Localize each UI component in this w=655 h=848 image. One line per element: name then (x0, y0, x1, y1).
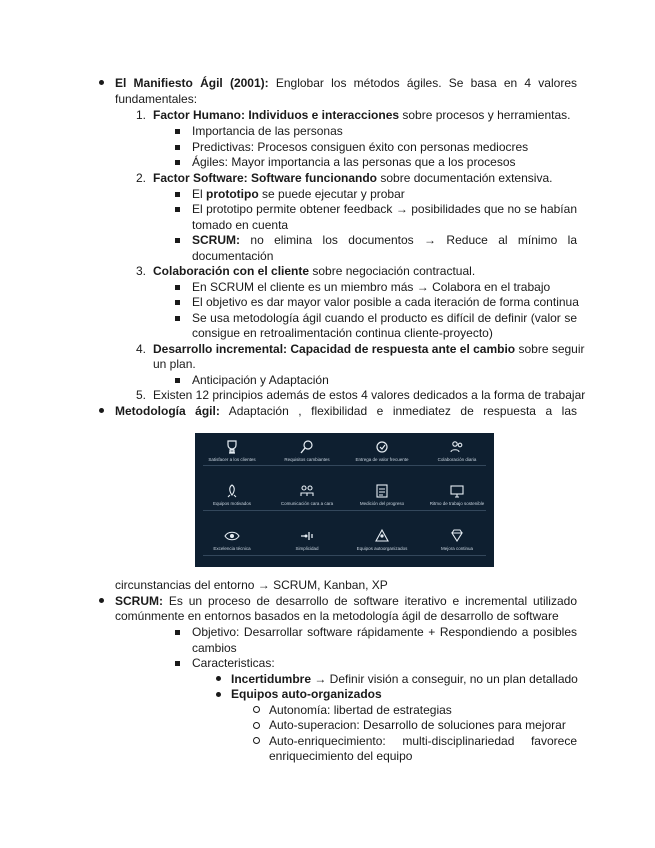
list-item: Autonomía: libertad de estrategias (269, 703, 452, 717)
scrum-text: Es un proceso de desarrollo de software iterativo e incremental utilizado (168, 594, 577, 608)
circle-bullet (253, 722, 260, 729)
value-4 (153, 342, 585, 357)
value-2-rest: sobre documentación extensiva. (377, 171, 553, 185)
value-4-rest: sobre seguir (515, 342, 585, 356)
agile-principles-infographic (195, 433, 494, 567)
text: se puede ejecutar y probar (258, 187, 405, 201)
principle-cell (195, 524, 269, 557)
principle-cell (345, 479, 419, 512)
bullet (99, 598, 104, 603)
list-item: Ágiles: Mayor importancia a las personas que a los procesos (192, 155, 516, 169)
text-bold: SCRUM: (192, 233, 240, 247)
objetivo-cont: cambios (192, 641, 237, 655)
equipos-bold: Equipos auto-organizados (231, 687, 382, 701)
incertidumbre-line (231, 672, 578, 687)
list-number: 3. (136, 264, 147, 278)
value-3 (153, 264, 475, 279)
list-item-cont: tomado en cuenta (192, 218, 289, 232)
principle-cell (420, 435, 494, 468)
scrum-cont: comúnmente en entornos basados en la metodología ágil de desarrollo de software (115, 609, 559, 623)
text: no elimina los documentos → Reduce al mínimo la (240, 233, 577, 247)
principle-label: Requisitos cambiantes (284, 457, 330, 462)
equipos-line (231, 687, 382, 702)
list-item: En SCRUM el cliente es un miembro más → Colabora en el trabajo (192, 280, 551, 294)
team-triangle-icon (374, 528, 390, 544)
square-bullet (175, 238, 180, 243)
list-item-cont: documentación (192, 249, 274, 263)
principle-cell (420, 479, 494, 512)
principle-label: Colaboración diaria (437, 457, 477, 462)
list-item: Auto-superacion: Desarrollo de soluciones para mejorar (269, 718, 566, 732)
principle-label: Simplicidad (295, 546, 319, 551)
principle-cell (345, 435, 419, 468)
text-bold: prototipo (206, 187, 259, 201)
rocket-icon (224, 483, 240, 499)
eye-icon (224, 528, 240, 544)
circle-bullet (253, 737, 260, 744)
value-5: Existen 12 principios además de estos 4 valores dedicados a la forma de trabajar (153, 388, 586, 402)
principle-cell (195, 479, 269, 512)
list-item (192, 187, 405, 202)
principle-cell (270, 435, 344, 468)
value-3-bold: Colaboración con el cliente (153, 264, 310, 278)
bullet (99, 80, 104, 85)
incertidumbre-text: → Definir visión a conseguir, no un plan detallado (311, 672, 578, 686)
metodologia-line (115, 404, 577, 419)
square-bullet (175, 145, 180, 150)
list-item-cont: consigue en retroalimentación continua cliente-proyecto) (192, 326, 493, 340)
principle-cell (270, 524, 344, 557)
manifiesto-line (115, 76, 577, 91)
principle-label: Equipos autoorganizados (356, 546, 408, 551)
principle-cell (195, 435, 269, 468)
list-number: 1. (136, 108, 147, 122)
list-item: Auto-enriquecimiento: multi-disciplinariedad favorece (269, 734, 577, 748)
scrum-title: SCRUM: (115, 594, 163, 608)
principle-label: Entrega de valor frecuente (355, 457, 409, 462)
metodologia-text: Adaptación , flexibilidad e inmediatez de respuesta a las (228, 404, 577, 418)
value-2 (153, 171, 552, 186)
list-item: Predictivas: Procesos consiguen éxito con personas mediocres (192, 140, 529, 154)
diamond-icon (449, 528, 465, 544)
text: El (192, 187, 207, 201)
value-2-bold: Factor Software: Software funcionando (153, 171, 378, 185)
manifiesto-title: El Manifiesto Ágil (2001): (115, 76, 269, 90)
principle-label: Medición del progreso (359, 501, 405, 506)
circle-bullet (253, 706, 260, 713)
square-bullet (175, 300, 180, 305)
value-3-rest: sobre negociación contractual. (309, 264, 476, 278)
bullet (216, 676, 221, 681)
square-bullet (175, 160, 180, 165)
list-item: Importancia de las personas (192, 124, 343, 138)
list-item: Se usa metodología ágil cuando el producto es difícil de definir (valor se (192, 311, 577, 325)
principle-label: Comunicación cara a cara (280, 501, 334, 506)
square-bullet (175, 630, 180, 635)
square-bullet (175, 207, 180, 212)
scrum-line (115, 594, 577, 609)
people-icon (449, 439, 465, 455)
list-item: Anticipación y Adaptación (192, 373, 329, 387)
objetivo-line: Objetivo: Desarrollar software rápidamente + Respondiendo a posibles (192, 625, 577, 639)
square-bullet (175, 378, 180, 383)
value-4-cont: un plan. (153, 357, 196, 371)
manifiesto-intro: Englobar los métodos ágiles. Se basa en 4 valores (275, 76, 577, 90)
bullet (99, 408, 104, 413)
conversation-icon (299, 483, 315, 499)
principle-label: Mejora continua (440, 546, 474, 551)
list-number: 2. (136, 171, 147, 185)
list-item: El prototipo permite obtener feedback → posibilidades que no se habían (192, 202, 577, 216)
delivery-icon (374, 439, 390, 455)
square-bullet (175, 316, 180, 321)
square-bullet (175, 661, 180, 666)
bullet (216, 692, 221, 697)
square-bullet (175, 192, 180, 197)
value-1-rest: sobre procesos y herramientas. (399, 108, 571, 122)
principle-label: Equipos motivados (212, 501, 252, 506)
list-item-cont: enriquecimiento del equipo (269, 749, 413, 763)
principle-cell (345, 524, 419, 557)
magnifier-icon (299, 439, 315, 455)
caracteristicas-label: Caracteristicas: (192, 656, 275, 670)
value-1 (153, 108, 570, 123)
principle-label: Ritmo de trabajo sostenible (429, 501, 485, 506)
principle-label: Excelencia técnica (213, 546, 251, 551)
metodologia-cont: circunstancias del entorno → SCRUM, Kanban, XP (115, 578, 388, 592)
incertidumbre-bold: Incertidumbre (231, 672, 312, 686)
list-number: 5. (136, 388, 147, 402)
value-4-bold: Desarrollo incremental: Capacidad de respuesta ante el cambio (153, 342, 516, 356)
signal-icon (299, 528, 315, 544)
principle-cell (420, 524, 494, 557)
square-bullet (175, 129, 180, 134)
list-number: 4. (136, 342, 147, 356)
list-item (192, 233, 577, 248)
value-1-bold: Factor Humano: Individuos e interacciones (153, 108, 400, 122)
square-bullet (175, 285, 180, 290)
list-item: El objetivo es dar mayor valor posible a cada iteración de forma continua (192, 295, 579, 309)
trophy-icon (224, 439, 240, 455)
principle-cell (270, 479, 344, 512)
principle-label: Satisfacer a los clientes (208, 457, 256, 462)
checklist-icon (374, 483, 390, 499)
metodologia-title: Metodología ágil: (115, 404, 220, 418)
monitor-icon (449, 483, 465, 499)
manifiesto-intro-cont: fundamentales: (115, 92, 198, 106)
